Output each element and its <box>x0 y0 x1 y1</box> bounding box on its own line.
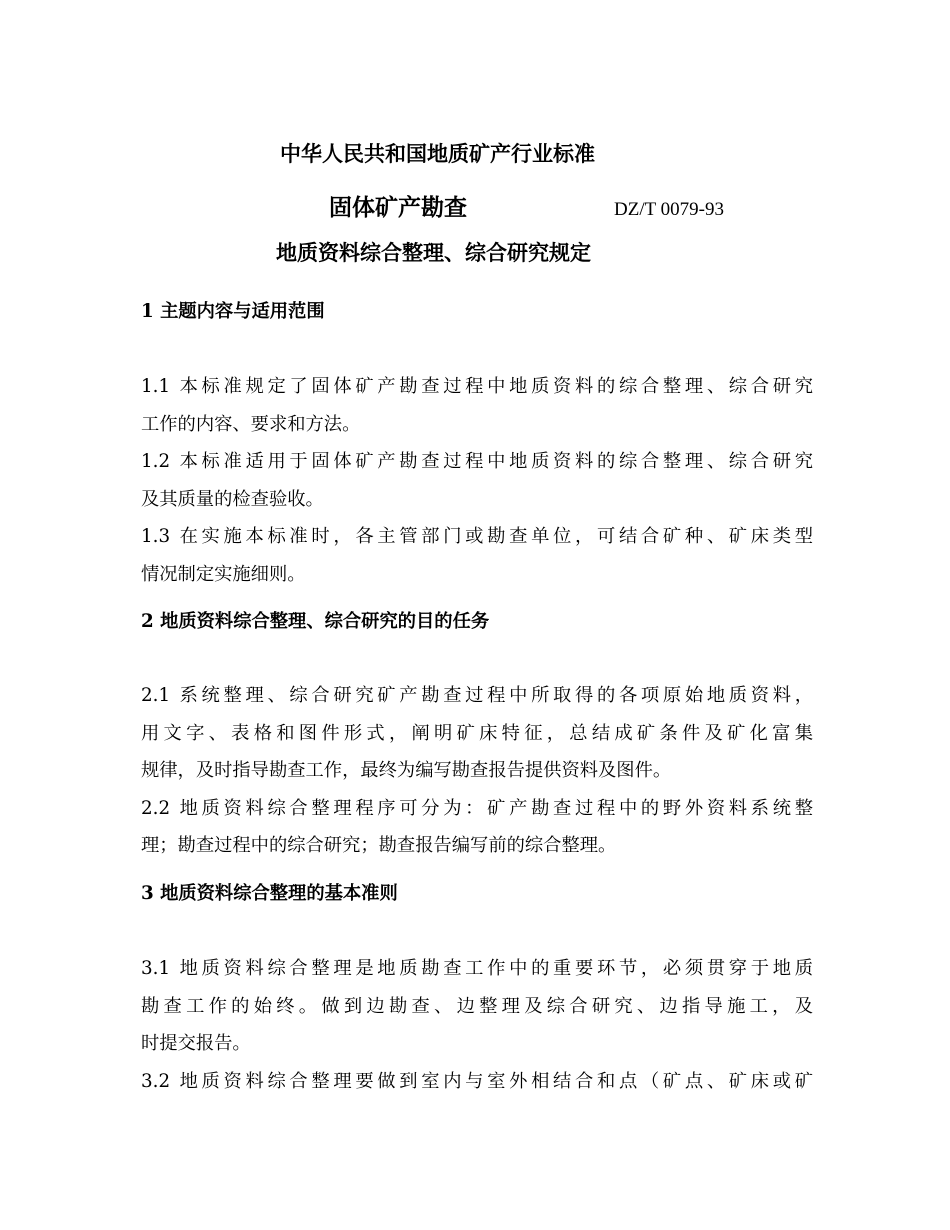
section-heading-1: 1 主题内容与适用范围 <box>141 301 325 322</box>
paragraph-line: 1.2 本标准适用于固体矿产勘查过程中地质资料的综合整理、综合研究 <box>141 451 813 472</box>
section-heading-3: 3 地质资料综合整理的基本准则 <box>141 883 398 904</box>
section-body-2 <box>141 677 813 865</box>
paragraph-line: 用文字、表格和图件形式，阐明矿床特征，总结成矿条件及矿化富集 <box>141 722 813 744</box>
paragraph-line: 及其质量的检查验收。 <box>141 488 324 510</box>
paragraph-line: 规律，及时指导勘查工作，最终为编写勘查报告提供资料及图件。 <box>141 760 672 781</box>
standard-number: DZ/T 0079-93 <box>614 199 724 220</box>
paragraph-line: 3.2 地质资料综合整理要做到室内与室外相结合和点（矿点、矿床或矿 <box>141 1070 813 1092</box>
paragraph-line: 3.1 地质资料综合整理是地质勘查工作中的重要环节，必须贯穿于地质 <box>141 958 813 979</box>
section-body-3 <box>141 950 813 1100</box>
document-main-title: 地质资料综合整理、综合研究规定 <box>276 240 591 265</box>
paragraph-line: 时提交报告。 <box>141 1033 251 1054</box>
paragraph-line: 工作的内容、要求和方法。 <box>141 413 361 435</box>
paragraph-line: 2.1 系统整理、综合研究矿产勘查过程中所取得的各项原始地质资料， <box>141 685 813 706</box>
paragraph-line: 2.2 地质资料综合整理程序可分为：矿产勘查过程中的野外资料系统整 <box>141 797 813 819</box>
section-body-1 <box>141 368 813 593</box>
paragraph-line: 理；勘查过程中的综合研究；勘查报告编写前的综合整理。 <box>141 835 617 856</box>
section-heading-2: 2 地质资料综合整理、综合研究的目的任务 <box>141 611 490 632</box>
paragraph-line: 情况制定实施细则。 <box>141 563 306 585</box>
document-category-title: 固体矿产勘查 <box>329 194 467 221</box>
ministry-standard-title: 中华人民共和国地质矿产行业标准 <box>280 141 595 166</box>
paragraph-line: 1.1 本标准规定了固体矿产勘查过程中地质资料的综合整理、综合研究 <box>141 376 813 397</box>
paragraph-line: 1.3 在实施本标准时，各主管部门或勘查单位，可结合矿种、矿床类型 <box>141 526 813 547</box>
paragraph-line: 勘查工作的始终。做到边勘查、边整理及综合研究、边指导施工，及 <box>141 995 813 1017</box>
